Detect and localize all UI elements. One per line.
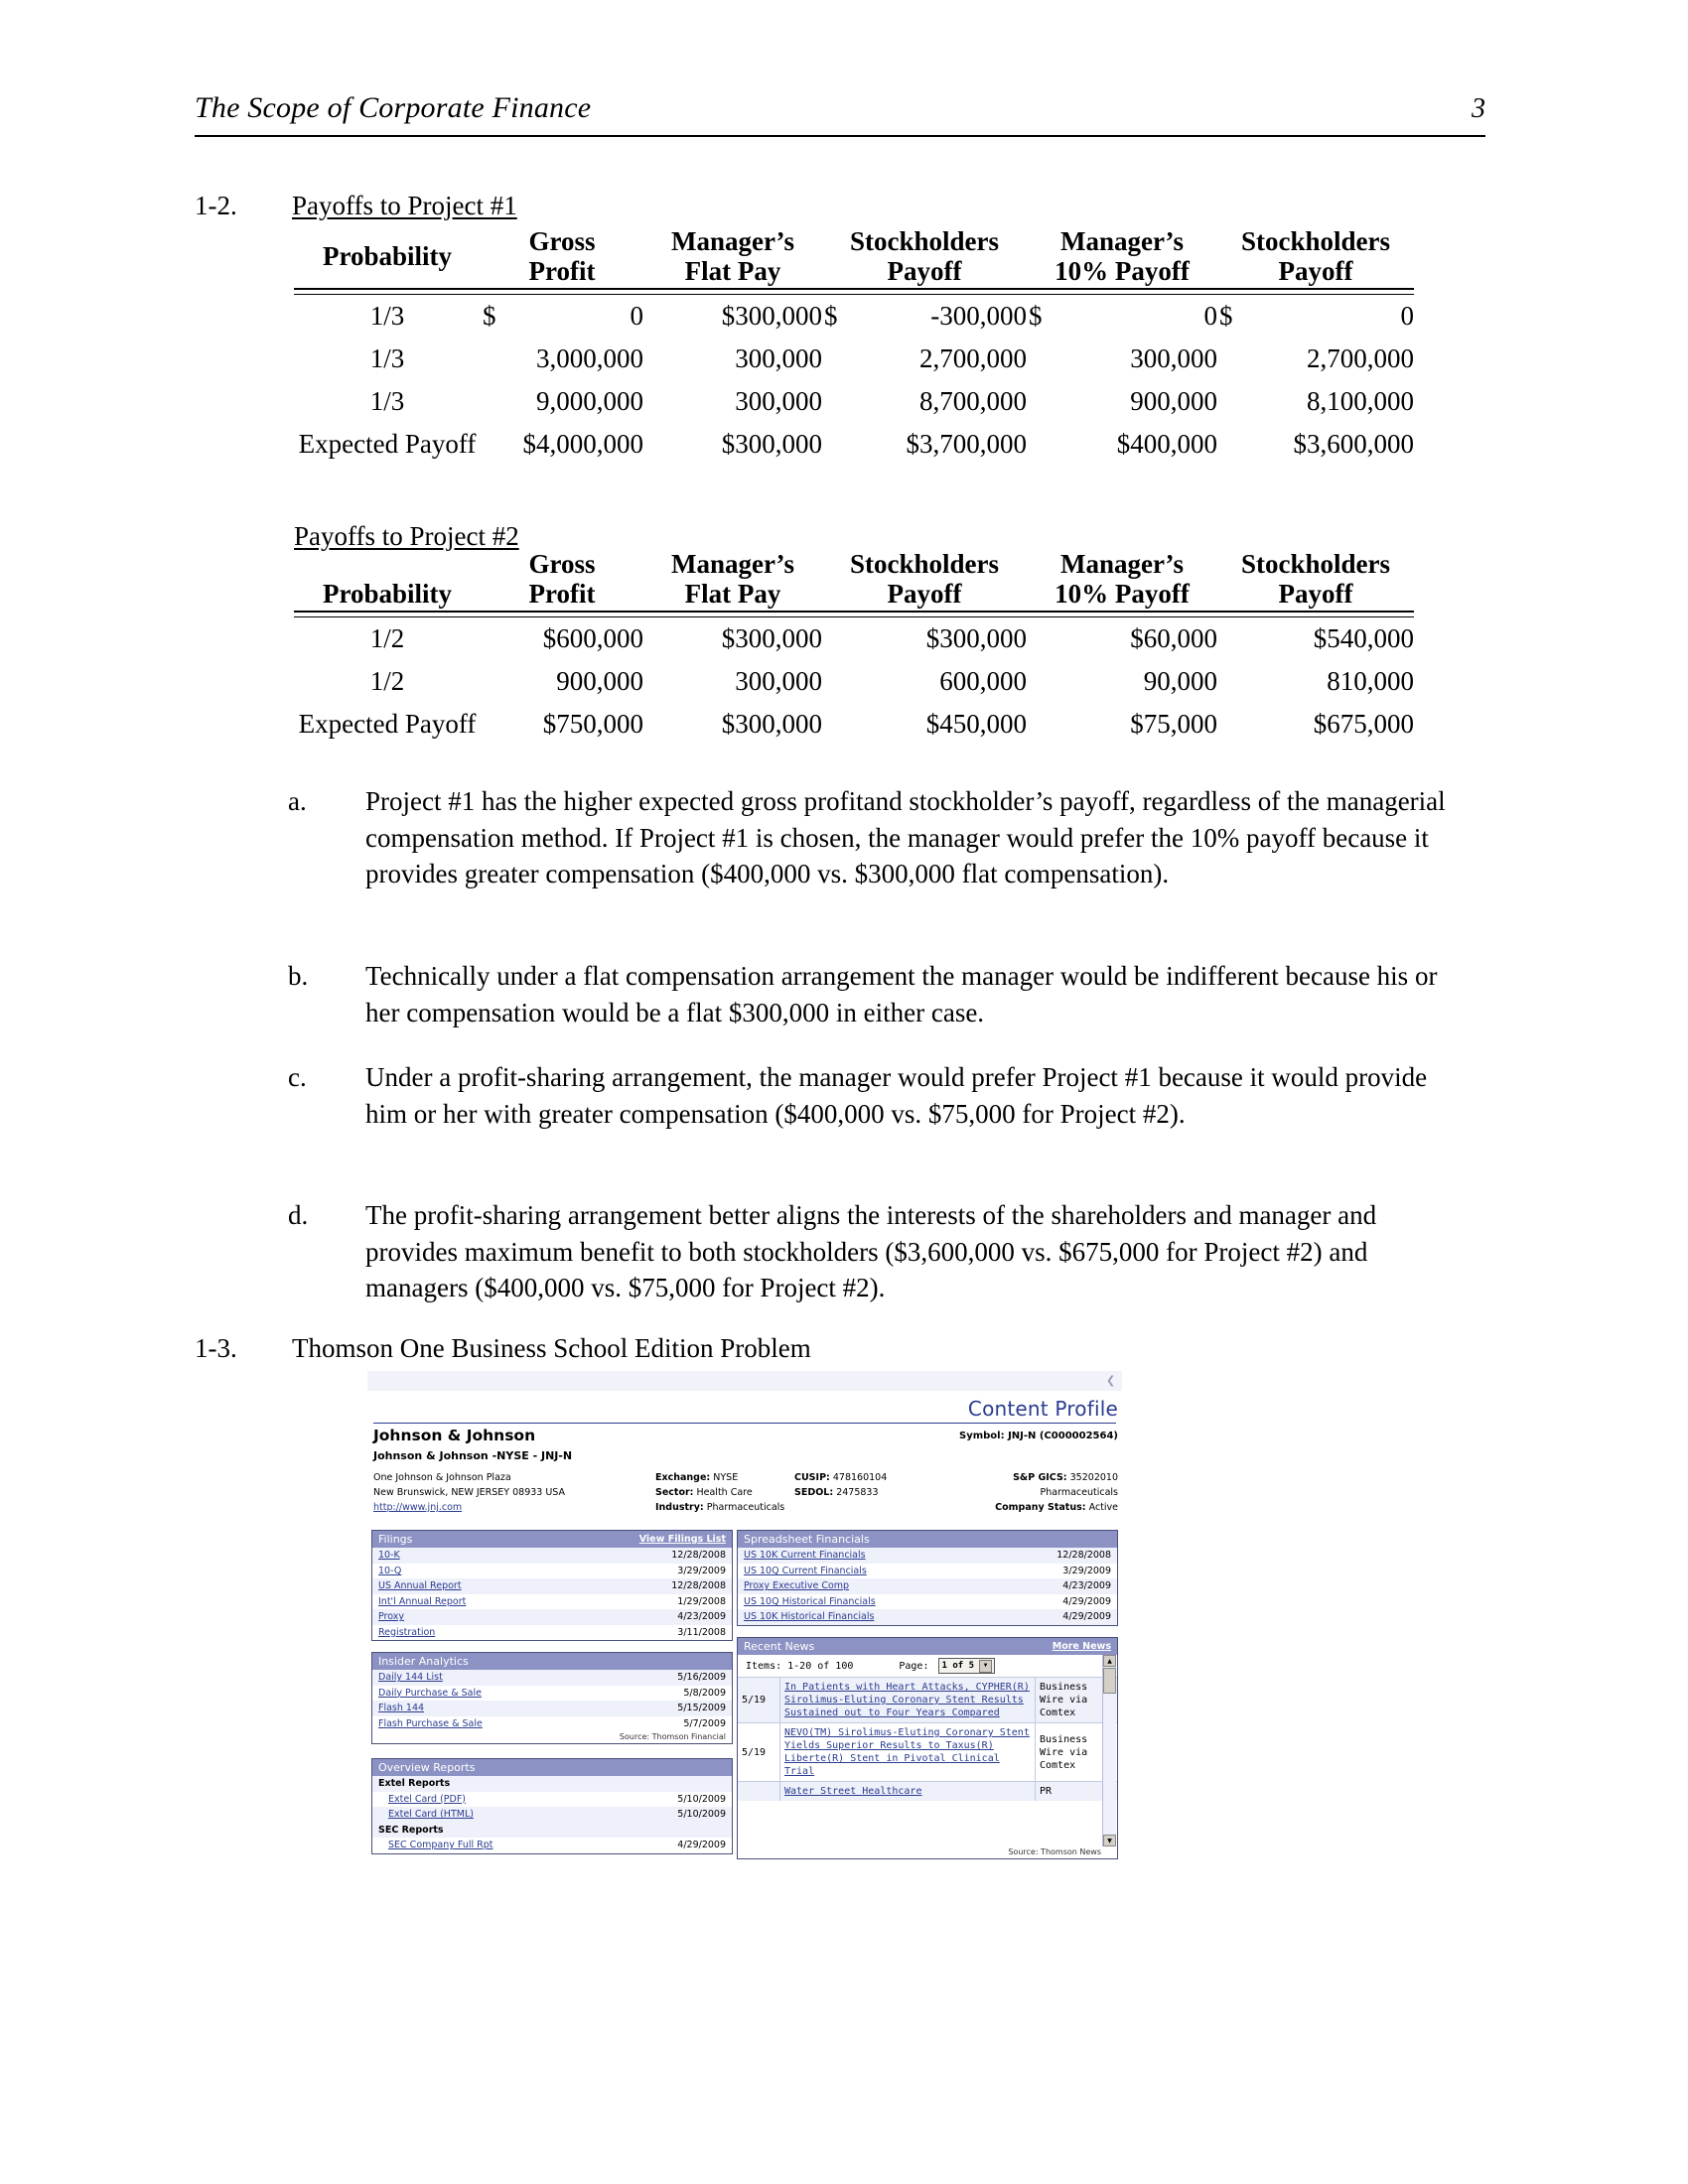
col-stockholders-payoff-flat: Stockholders Payoff — [849, 226, 1000, 287]
financials-date: 4/29/2009 — [1062, 1595, 1111, 1607]
sec-report-link[interactable]: SEC Company Full Rpt — [388, 1840, 493, 1851]
cell-gross-profit: $600,000 — [542, 623, 643, 654]
filing-link[interactable]: US Annual Report — [378, 1580, 462, 1592]
filings-panel-header — [372, 1531, 732, 1548]
cell-stockholders-flat: 600,000 — [939, 666, 1027, 697]
cell-probability: 1/2 — [369, 666, 405, 697]
cell-flat-pay: 300,000 — [735, 386, 822, 417]
problem-number: 1-3. — [195, 1333, 237, 1363]
list-item[interactable] — [738, 1609, 1117, 1625]
list-item[interactable] — [372, 1625, 732, 1641]
col-managers-flat-pay: Manager’s Flat Pay — [671, 549, 794, 610]
insider-date: 5/8/2009 — [683, 1687, 726, 1699]
answer-text: Technically under a flat compensation arrangement the manager would be indifferent because his or her compensation would be a flat $300,000 in either case. — [365, 961, 1438, 1027]
col-stockholders-payoff-10: Stockholders Payoff — [1240, 226, 1391, 287]
overview-panel-header — [372, 1759, 732, 1776]
table-row-expected — [294, 703, 1414, 746]
list-item[interactable] — [372, 1792, 732, 1808]
cell-flat-pay: $300,000 — [721, 709, 822, 740]
news-item[interactable] — [738, 1722, 1117, 1781]
filing-date: 1/29/2008 — [677, 1595, 726, 1607]
answer-text: The profit-sharing arrangement better aligns the interests of the shareholders and manager and provides maximum benefit to both stockholders ($3,600,000 vs. $675,000 for Project #2) and managers ($400,000 vs. $75,000 for Project #2). — [365, 1200, 1377, 1303]
insider-panel-header — [372, 1653, 732, 1670]
company-address — [373, 1470, 565, 1515]
financials-date: 4/23/2009 — [1062, 1580, 1111, 1592]
cell-stockholders-10: $ 0 — [1219, 301, 1414, 332]
filing-link[interactable]: Proxy — [378, 1611, 405, 1623]
list-item[interactable] — [372, 1594, 732, 1610]
news-panel-header — [738, 1638, 1117, 1655]
answer-label: a. — [288, 786, 307, 816]
table-row-expected — [294, 423, 1414, 466]
extel-date: 5/10/2009 — [677, 1793, 726, 1805]
chevron-down-icon: ▼ — [979, 1660, 992, 1673]
exchange-value: NYSE — [713, 1472, 739, 1483]
page-curl-icon: ❮ — [1106, 1374, 1116, 1387]
answer-text: Under a profit-sharing arrangement, the manager would prefer Project #1 because it would provide him or her with greater compensation ($400,000 vs. $75,000 for Project #2). — [365, 1062, 1428, 1129]
cell-probability: Expected Payoff — [298, 709, 477, 740]
col-probability: Probability — [322, 241, 453, 272]
news-headline-link[interactable]: In Patients with Heart Attacks, CYPHER(R) Sirolimus-Eluting Coronary Stent Results Sustained out to Four Years Compared — [784, 1682, 1030, 1718]
table2-caption-wrap — [294, 521, 519, 552]
running-header — [195, 91, 1485, 125]
cell-stockholders-flat: $ -300,000 — [824, 301, 1027, 332]
list-item[interactable] — [372, 1564, 732, 1579]
insider-link[interactable]: Flash 144 — [378, 1703, 425, 1714]
cell-flat-pay: $300,000 — [721, 623, 822, 654]
recent-news-panel — [737, 1637, 1118, 1859]
payoff-table-project-1 — [294, 226, 1414, 466]
cell-stockholders-flat: 2,700,000 — [919, 343, 1027, 374]
content-profile-rule — [373, 1423, 1116, 1424]
overview-section-extel: Extel Reports — [372, 1776, 732, 1792]
problem-1-2-heading — [195, 191, 517, 221]
insider-link[interactable]: Daily 144 List — [378, 1672, 443, 1684]
news-source: Business Wire via Comtex — [1035, 1723, 1117, 1781]
col-stockholders-payoff-flat: Stockholders Payoff — [849, 549, 1000, 610]
cell-gross-profit: $4,000,000 — [522, 429, 643, 460]
cell-gross-profit: 3,000,000 — [536, 343, 643, 374]
cell-gross-profit: 9,000,000 — [536, 386, 643, 417]
news-source: PR — [1035, 1782, 1117, 1801]
table-row — [294, 660, 1414, 703]
answer-text: Project #1 has the higher expected gross profitand stockholder’s payoff, regardless of the managerial compensation method. If Project #1 is chosen, the manager would prefer the 10% payoff because it provides greater compensation ($400,000 vs. $300,000 flat compensation). — [365, 786, 1446, 889]
news-date: 5/19 — [742, 1746, 767, 1758]
list-item[interactable] — [738, 1594, 1117, 1610]
cell-gross-profit: $750,000 — [542, 709, 643, 740]
overview-reports-panel — [371, 1758, 733, 1854]
list-item[interactable] — [372, 1548, 732, 1564]
cell-stockholders-10: $675,000 — [1313, 709, 1414, 740]
sec-report-date: 4/29/2009 — [677, 1840, 726, 1851]
industry-value: Pharmaceuticals — [706, 1502, 785, 1513]
news-pagination-bar — [738, 1655, 1117, 1677]
news-headline-cell[interactable] — [779, 1782, 1035, 1801]
col-gross-profit: Gross Profit — [528, 226, 596, 287]
col-probability: Probability — [322, 579, 453, 610]
list-item[interactable] — [738, 1548, 1117, 1564]
answer-label: c. — [288, 1062, 307, 1092]
financials-link[interactable]: US 10K Historical Financials — [744, 1611, 875, 1623]
news-source-note: Source: Thomson News — [738, 1846, 1117, 1858]
cell-gross-profit: 900,000 — [556, 666, 643, 697]
table-row — [294, 338, 1414, 380]
overview-section-sec: SEC Reports — [372, 1823, 732, 1839]
cell-stockholders-10: $3,600,000 — [1293, 429, 1414, 460]
financials-link[interactable]: US 10Q Historical Financials — [744, 1595, 876, 1607]
filing-date: 3/29/2009 — [677, 1565, 726, 1576]
cell-stockholders-10: 2,700,000 — [1307, 343, 1414, 374]
filing-date: 12/28/2008 — [671, 1580, 726, 1592]
cell-gross-profit: $ 0 — [483, 301, 643, 332]
list-item[interactable] — [372, 1807, 732, 1823]
problem-1-3-title: Thomson One Business School Edition Problem — [292, 1333, 811, 1363]
exchange-info-column — [655, 1470, 784, 1515]
financials-link[interactable]: Proxy Executive Comp — [744, 1580, 850, 1592]
cell-stockholders-flat: $3,700,000 — [906, 429, 1027, 460]
financials-date: 3/29/2009 — [1062, 1565, 1111, 1576]
filing-date: 12/28/2008 — [671, 1550, 726, 1562]
news-item[interactable] — [738, 1677, 1117, 1722]
answer-label: d. — [288, 1200, 309, 1230]
col-managers-10-payoff: Manager’s 10% Payoff — [1055, 226, 1190, 287]
news-headline-cell[interactable] — [779, 1678, 1035, 1722]
problem-number: 1-2. — [195, 191, 237, 220]
news-page-value: 1 of 5 — [941, 1661, 974, 1671]
payoff-table-project-2 — [294, 549, 1414, 746]
list-item[interactable] — [372, 1578, 732, 1594]
cell-probability: 1/3 — [369, 386, 405, 417]
extel-date: 5/10/2009 — [677, 1809, 726, 1821]
more-news-link[interactable]: More News — [1052, 1641, 1111, 1652]
table2-caption: Payoffs to Project #2 — [294, 521, 519, 551]
header-title: The Scope of Corporate Finance — [195, 91, 592, 124]
list-item[interactable] — [372, 1609, 732, 1625]
gics-label: S&P GICS: — [1013, 1472, 1067, 1483]
answer-a — [288, 783, 1446, 892]
insider-link[interactable]: Flash Purchase & Sale — [378, 1717, 483, 1729]
company-subtitle: Johnson & Johnson -NYSE - JNJ-N — [373, 1449, 573, 1462]
cell-stockholders-10: 810,000 — [1327, 666, 1414, 697]
cell-manager-10: $60,000 — [1130, 623, 1217, 654]
company-name: Johnson & Johnson — [373, 1427, 536, 1444]
spreadsheet-financials-panel — [737, 1530, 1118, 1626]
col-stockholders-payoff-10: Stockholders Payoff — [1240, 549, 1391, 610]
col-gross-profit: Gross Profit — [528, 549, 596, 610]
cell-flat-pay: 300,000 — [735, 343, 822, 374]
gics-subindustry: Pharmaceuticals — [1040, 1487, 1118, 1498]
insider-source-note: Source: Thomson Financial — [372, 1731, 732, 1743]
scrollbar-thumb[interactable] — [1103, 1668, 1116, 1694]
cell-probability: 1/3 — [369, 343, 405, 374]
cell-flat-pay: 300,000 — [735, 666, 822, 697]
sedol-label: SEDOL: — [794, 1487, 834, 1498]
answer-label: b. — [288, 961, 309, 991]
overview-rows — [372, 1776, 732, 1853]
news-headline-cell[interactable] — [779, 1723, 1035, 1781]
news-rows — [738, 1677, 1117, 1801]
table-row — [294, 380, 1414, 423]
news-item[interactable] — [738, 1781, 1117, 1801]
financials-panel-header — [738, 1531, 1117, 1548]
company-symbol: Symbol: JNJ-N (C000002564) — [959, 1431, 1118, 1441]
company-status-value: Active — [1088, 1502, 1118, 1513]
financials-link[interactable]: US 10Q Current Financials — [744, 1565, 867, 1576]
news-date — [738, 1782, 779, 1801]
filing-link[interactable]: 10-Q — [378, 1565, 402, 1576]
list-item[interactable] — [372, 1670, 732, 1686]
news-source: Business Wire via Comtex — [1035, 1678, 1117, 1722]
cell-manager-10: 300,000 — [1130, 343, 1217, 374]
scroll-down-icon[interactable]: ▼ — [1103, 1835, 1116, 1846]
financials-date: 12/28/2008 — [1056, 1550, 1111, 1562]
list-item[interactable] — [372, 1701, 732, 1716]
list-item[interactable] — [372, 1716, 732, 1732]
answer-b — [288, 958, 1446, 1030]
filing-date: 4/23/2009 — [677, 1611, 726, 1623]
exchange-label: Exchange: — [655, 1472, 711, 1483]
news-date: 5/19 — [742, 1695, 767, 1706]
cell-probability: 1/3 — [369, 301, 405, 332]
insider-rows — [372, 1670, 732, 1743]
table1-caption: Payoffs to Project #1 — [292, 191, 517, 220]
filings-rows — [372, 1548, 732, 1640]
address-line-2: New Brunswick, NEW JERSEY 08933 USA — [373, 1487, 566, 1498]
company-website-link[interactable]: http://www.jnj.com — [373, 1502, 463, 1513]
cell-flat-pay: $300,000 — [721, 301, 822, 332]
address-line-1: One Johnson & Johnson Plaza — [373, 1472, 511, 1483]
header-rule — [195, 135, 1485, 137]
overview-title: Overview Reports — [378, 1761, 476, 1774]
sedol-value: 2475833 — [836, 1487, 879, 1498]
news-items-count: Items: 1-20 of 100 — [746, 1660, 854, 1672]
problem-1-3-heading — [195, 1333, 811, 1364]
filing-link[interactable]: 10-K — [378, 1550, 400, 1562]
list-item[interactable] — [738, 1578, 1117, 1594]
extel-link[interactable]: Extel Card (PDF) — [388, 1793, 467, 1805]
insider-date: 5/16/2009 — [677, 1672, 726, 1684]
cell-manager-10: $75,000 — [1130, 709, 1217, 740]
filings-panel — [371, 1530, 733, 1641]
answer-c — [288, 1059, 1446, 1132]
filings-title: Filings — [378, 1533, 413, 1546]
sector-label: Sector: — [655, 1487, 694, 1498]
industry-label: Industry: — [655, 1502, 704, 1513]
news-headline-link[interactable]: Water Street Healthcare — [784, 1786, 922, 1797]
cell-stockholders-10: $540,000 — [1313, 623, 1414, 654]
financials-title: Spreadsheet Financials — [744, 1533, 870, 1546]
news-title: Recent News — [744, 1640, 815, 1653]
cell-stockholders-flat: $300,000 — [925, 623, 1027, 654]
financials-rows — [738, 1548, 1117, 1625]
cell-manager-10: $400,000 — [1116, 429, 1217, 460]
cell-stockholders-10: 8,100,000 — [1307, 386, 1414, 417]
filing-link[interactable]: Int'l Annual Report — [378, 1595, 467, 1607]
news-scrollbar[interactable] — [1102, 1655, 1116, 1846]
cell-probability: Expected Payoff — [298, 429, 477, 460]
news-page-select[interactable] — [938, 1658, 995, 1674]
content-profile-title: Content Profile — [967, 1397, 1118, 1421]
cell-manager-10: 900,000 — [1130, 386, 1217, 417]
list-item[interactable] — [372, 1686, 732, 1702]
col-managers-flat-pay: Manager’s Flat Pay — [671, 226, 794, 287]
browser-toolbar-strip — [367, 1371, 1122, 1391]
cell-probability: 1/2 — [369, 623, 405, 654]
cell-manager-10: $ 0 — [1029, 301, 1217, 332]
thomson-one-screenshot — [367, 1371, 1122, 2016]
financials-link[interactable]: US 10K Current Financials — [744, 1550, 866, 1562]
insider-analytics-panel — [371, 1652, 733, 1744]
news-page-label: Page: — [899, 1660, 929, 1672]
col-managers-10-payoff: Manager’s 10% Payoff — [1055, 549, 1190, 610]
filing-link[interactable]: Registration — [378, 1626, 436, 1638]
list-item[interactable] — [738, 1564, 1117, 1579]
cell-stockholders-flat: 8,700,000 — [919, 386, 1027, 417]
cell-stockholders-flat: $450,000 — [925, 709, 1027, 740]
insider-date: 5/15/2009 — [677, 1703, 726, 1714]
financials-date: 4/29/2009 — [1062, 1611, 1111, 1623]
classification-column — [995, 1470, 1118, 1515]
identifier-column — [794, 1470, 887, 1500]
gics-value: 35202010 — [1069, 1472, 1118, 1483]
cusip-label: CUSIP: — [794, 1472, 830, 1483]
list-item[interactable] — [372, 1838, 732, 1853]
cell-flat-pay: $300,000 — [721, 429, 822, 460]
sector-value: Health Care — [696, 1487, 753, 1498]
company-status-label: Company Status: — [995, 1502, 1086, 1513]
cusip-value: 478160104 — [832, 1472, 888, 1483]
cell-manager-10: 90,000 — [1143, 666, 1217, 697]
insider-link[interactable]: Daily Purchase & Sale — [378, 1687, 482, 1699]
view-filings-list-link[interactable]: View Filings List — [638, 1534, 726, 1545]
insider-title: Insider Analytics — [378, 1655, 469, 1668]
page-number: 3 — [1472, 93, 1485, 124]
extel-link[interactable]: Extel Card (HTML) — [388, 1809, 474, 1821]
answer-d — [288, 1197, 1446, 1306]
table-row — [294, 295, 1414, 339]
insider-date: 5/7/2009 — [683, 1717, 726, 1729]
news-headline-link[interactable]: NEVO(TM) Sirolimus-Eluting Coronary Stent Yields Superior Results to Taxus(R) Liberte(R) Stent in Pivotal Clinical Trial — [784, 1727, 1030, 1777]
filing-date: 3/11/2008 — [677, 1626, 726, 1638]
table-row — [294, 617, 1414, 661]
scroll-up-icon[interactable]: ▲ — [1103, 1655, 1116, 1667]
